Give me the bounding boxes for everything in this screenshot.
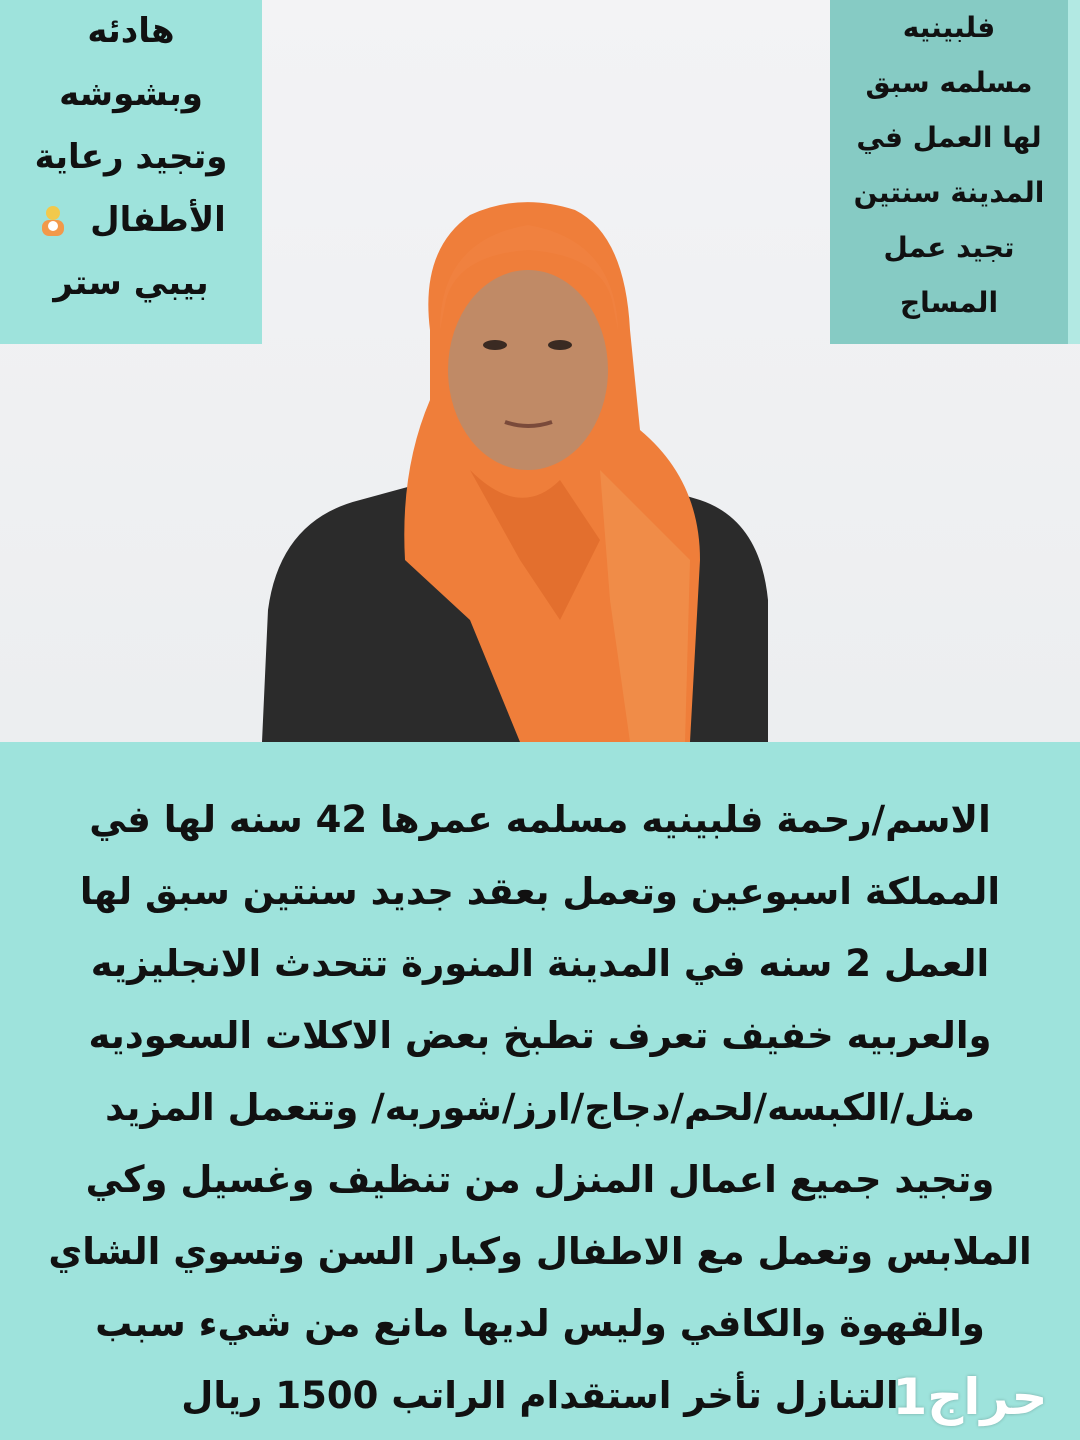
left-card-line-4-wrap	[36, 189, 226, 252]
left-card-line-5: بيبي ستر	[53, 263, 209, 303]
left-card-line-4: الأطفال	[90, 200, 226, 240]
description-line-8: والقهوة والكافي وليس لديها مانع من شيء سبب	[95, 1302, 985, 1345]
description-line-9: التنازل تأخر استقدام الراتب 1500 ريال	[181, 1374, 899, 1417]
right-card-line-2: مسلمه سبق	[865, 66, 1033, 99]
left-card-line-3: وتجيد رعاية	[34, 137, 228, 177]
description-line-7: الملابس وتعمل مع الاطفال وكبار السن وتسوي الشاي	[48, 1230, 1032, 1273]
description-line-2: المملكة اسبوعين وتعمل بعقد جديد سنتين سبق لها	[79, 870, 1001, 913]
description-line-6: وتجيد جميع اعمال المنزل من تنظيف وغسيل وكي	[85, 1158, 995, 1201]
left-card-line-1: هادئه	[87, 11, 175, 51]
description-panel	[0, 742, 1080, 1440]
description-text	[0, 784, 1080, 1432]
right-card-line-1: فلبينيه	[902, 11, 996, 44]
right-info-card	[830, 0, 1068, 344]
right-card-line-6: المساج	[899, 286, 999, 319]
face-shape	[448, 270, 608, 470]
right-card-line-5: تجيد عمل	[883, 231, 1015, 264]
description-line-5: مثل/الكبسه/لحم/دجاج/ارز/شوربه/ وتتعمل المزيد	[105, 1086, 975, 1129]
right-card-line-4: المدينة سنتين	[853, 176, 1045, 209]
left-card-line-2: وبشوشه	[59, 74, 203, 114]
baby-icon	[36, 204, 70, 240]
description-line-3: العمل 2 سنه في المدينة المنورة تتحدث الانجليزيه	[90, 942, 990, 985]
right-card-edge	[1068, 0, 1080, 344]
haraj-watermark: حراج1	[892, 1368, 1048, 1426]
description-line-4: والعربيه خفيف تعرف تطبخ بعض الاكلات السعوديه	[88, 1014, 992, 1057]
left-info-card	[0, 0, 262, 344]
description-line-1: الاسم/رحمة فلبينيه مسلمه عمرها 42 سنه لها في	[89, 798, 991, 841]
right-card-line-3: لها العمل في	[856, 121, 1042, 154]
